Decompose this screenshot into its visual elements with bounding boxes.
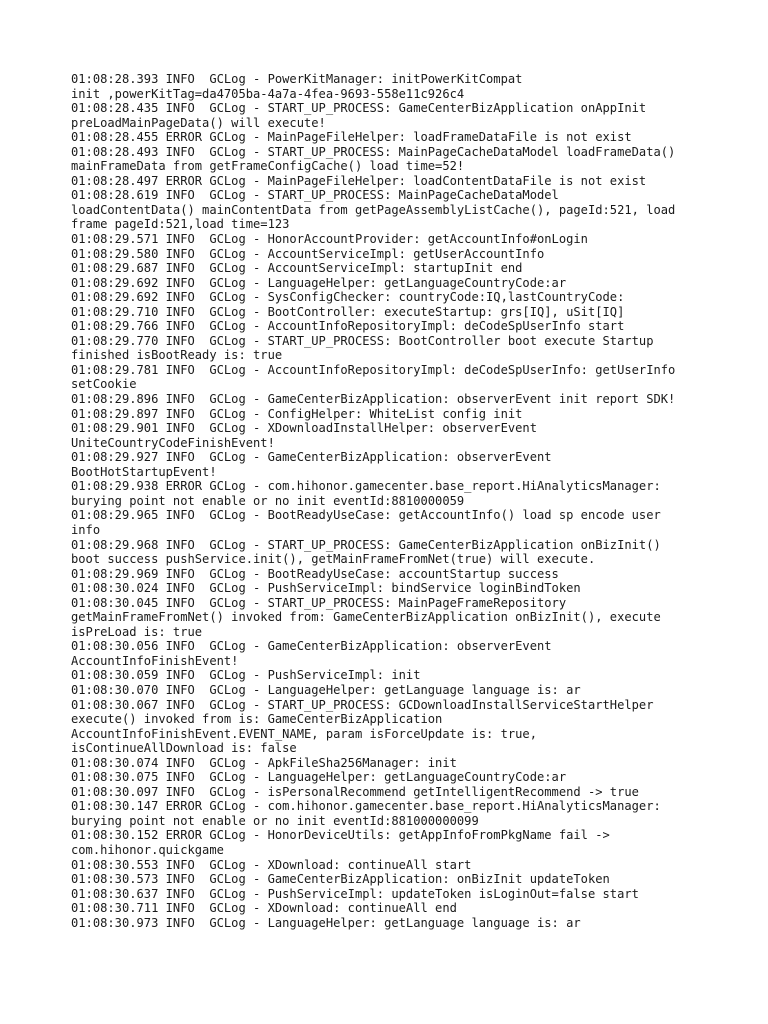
log-line: 01:08:29.897 INFO GCLog - ConfigHelper: WhiteList config init xyxy=(71,406,523,421)
log-line: loadContentData() mainContentData from getPageAssemblyListCache(), pageId:521, load xyxy=(71,202,676,217)
log-line: 01:08:30.074 INFO GCLog - ApkFileSha256Manager: init xyxy=(71,755,457,770)
log-line: 01:08:29.938 ERROR GCLog - com.hihonor.gamecenter.base_report.HiAnalyticsManager: xyxy=(71,479,661,494)
log-line: 01:08:30.024 INFO GCLog - PushServiceImpl: bindService loginBindToken xyxy=(71,581,581,596)
log-line: 01:08:30.070 INFO GCLog - LanguageHelper: getLanguage language is: ar xyxy=(71,682,581,697)
log-line: 01:08:30.637 INFO GCLog - PushServiceImpl: updateToken isLoginOut=false start xyxy=(71,886,639,901)
log-line: 01:08:30.059 INFO GCLog - PushServiceImpl: init xyxy=(71,668,421,683)
log-line: 01:08:29.580 INFO GCLog - AccountServiceImpl: getUserAccountInfo xyxy=(71,246,545,261)
log-line: 01:08:30.573 INFO GCLog - GameCenterBizApplication: onBizInit updateToken xyxy=(71,872,610,887)
log-line: 01:08:29.896 INFO GCLog - GameCenterBizApplication: observerEvent init report SDK! xyxy=(71,392,676,407)
log-line: init ,powerKitTag=da4705ba-4a7a-4fea-9693-558e11c926c4 xyxy=(71,86,465,101)
log-line: 01:08:28.393 INFO GCLog - PowerKitManager: initPowerKitCompat xyxy=(71,72,523,86)
log-line: 01:08:29.770 INFO GCLog - START_UP_PROCESS: BootController boot execute Startup xyxy=(71,333,654,348)
log-line: getMainFrameFromNet() invoked from: GameCenterBizApplication onBizInit(), execute xyxy=(71,610,661,625)
log-line: 01:08:30.553 INFO GCLog - XDownload: continueAll start xyxy=(71,857,472,872)
log-line: preLoadMainPageData() will execute! xyxy=(71,115,326,130)
log-line: 01:08:30.711 INFO GCLog - XDownload: continueAll end xyxy=(71,901,457,916)
log-line: UniteCountryCodeFinishEvent! xyxy=(71,435,275,450)
log-line: frame pageId:521,load time=123 xyxy=(71,217,290,232)
log-line: 01:08:29.687 INFO GCLog - AccountServiceImpl: startupInit end xyxy=(71,261,523,276)
log-line: 01:08:29.781 INFO GCLog - AccountInfoRepositoryImpl: deCodeSpUserInfo: getUserInfo xyxy=(71,362,676,377)
log-line: 01:08:29.901 INFO GCLog - XDownloadInstallHelper: observerEvent xyxy=(71,421,537,436)
log-line: 01:08:29.969 INFO GCLog - BootReadyUseCase: accountStartup success xyxy=(71,566,559,581)
log-line: 01:08:30.056 INFO GCLog - GameCenterBizApplication: observerEvent xyxy=(71,639,552,654)
log-line: 01:08:30.075 INFO GCLog - LanguageHelper: getLanguageCountryCode:ar xyxy=(71,770,567,785)
log-line: 01:08:28.619 INFO GCLog - START_UP_PROCESS: MainPageCacheDataModel xyxy=(71,188,559,203)
log-line: 01:08:29.927 INFO GCLog - GameCenterBizApplication: observerEvent xyxy=(71,450,552,465)
log-line: 01:08:28.493 INFO GCLog - START_UP_PROCESS: MainPageCacheDataModel loadFrameData() xyxy=(71,144,676,159)
log-output xyxy=(71,72,731,930)
log-line: 01:08:28.455 ERROR GCLog - MainPageFileHelper: loadFrameDataFile is not exist xyxy=(71,130,632,145)
log-line: AccountInfoFinishEvent! xyxy=(71,653,239,668)
log-line: 01:08:30.067 INFO GCLog - START_UP_PROCESS: GCDownloadInstallServiceStartHelper xyxy=(71,697,654,712)
log-line: boot success pushService.init(), getMainFrameFromNet(true) will execute. xyxy=(71,552,596,567)
log-line: 01:08:28.435 INFO GCLog - START_UP_PROCESS: GameCenterBizApplication onAppInit xyxy=(71,101,647,116)
log-line: burying point not enable or no init eventId:8810000059 xyxy=(71,493,465,508)
log-line: setCookie xyxy=(71,377,137,392)
log-line: isContinueAllDownload is: false xyxy=(71,741,297,756)
log-line: mainFrameData from getFrameConfigCache() load time=52! xyxy=(71,159,465,174)
log-line: 01:08:29.766 INFO GCLog - AccountInfoRepositoryImpl: deCodeSpUserInfo start xyxy=(71,319,625,334)
log-line: 01:08:30.152 ERROR GCLog - HonorDeviceUtils: getAppInfoFromPkgName fail -> xyxy=(71,828,610,843)
log-line: 01:08:30.147 ERROR GCLog - com.hihonor.gamecenter.base_report.HiAnalyticsManager: xyxy=(71,799,661,814)
log-line: isPreLoad is: true xyxy=(71,624,203,639)
log-line: execute() invoked from is: GameCenterBizApplication xyxy=(71,712,443,727)
log-line: 01:08:29.692 INFO GCLog - SysConfigChecker: countryCode:IQ,lastCountryCode: xyxy=(71,290,625,305)
log-line: 01:08:29.692 INFO GCLog - LanguageHelper: getLanguageCountryCode:ar xyxy=(71,275,567,290)
log-line: 01:08:30.045 INFO GCLog - START_UP_PROCESS: MainPageFrameRepository xyxy=(71,595,567,610)
log-line: burying point not enable or no init eventId:881000000099 xyxy=(71,813,479,828)
log-line: 01:08:28.497 ERROR GCLog - MainPageFileHelper: loadContentDataFile is not exist xyxy=(71,173,647,188)
log-line: 01:08:29.968 INFO GCLog - START_UP_PROCESS: GameCenterBizApplication onBizInit() xyxy=(71,537,661,552)
log-line: 01:08:30.973 INFO GCLog - LanguageHelper: getLanguage language is: ar xyxy=(71,915,581,930)
log-line: info xyxy=(71,522,101,537)
log-line: 01:08:29.710 INFO GCLog - BootController: executeStartup: grs[IQ], uSit[IQ] xyxy=(71,304,625,319)
log-line: 01:08:29.571 INFO GCLog - HonorAccountProvider: getAccountInfo#onLogin xyxy=(71,232,588,247)
log-line: 01:08:30.097 INFO GCLog - isPersonalRecommend getIntelligentRecommend -> true xyxy=(71,784,639,799)
log-line: AccountInfoFinishEvent.EVENT_NAME, param isForceUpdate is: true, xyxy=(71,726,537,741)
log-line: BootHotStartupEvent! xyxy=(71,464,217,479)
log-line: finished isBootReady is: true xyxy=(71,348,283,363)
log-line: com.hihonor.quickgame xyxy=(71,842,224,857)
log-line: 01:08:29.965 INFO GCLog - BootReadyUseCase: getAccountInfo() load sp encode user xyxy=(71,508,661,523)
